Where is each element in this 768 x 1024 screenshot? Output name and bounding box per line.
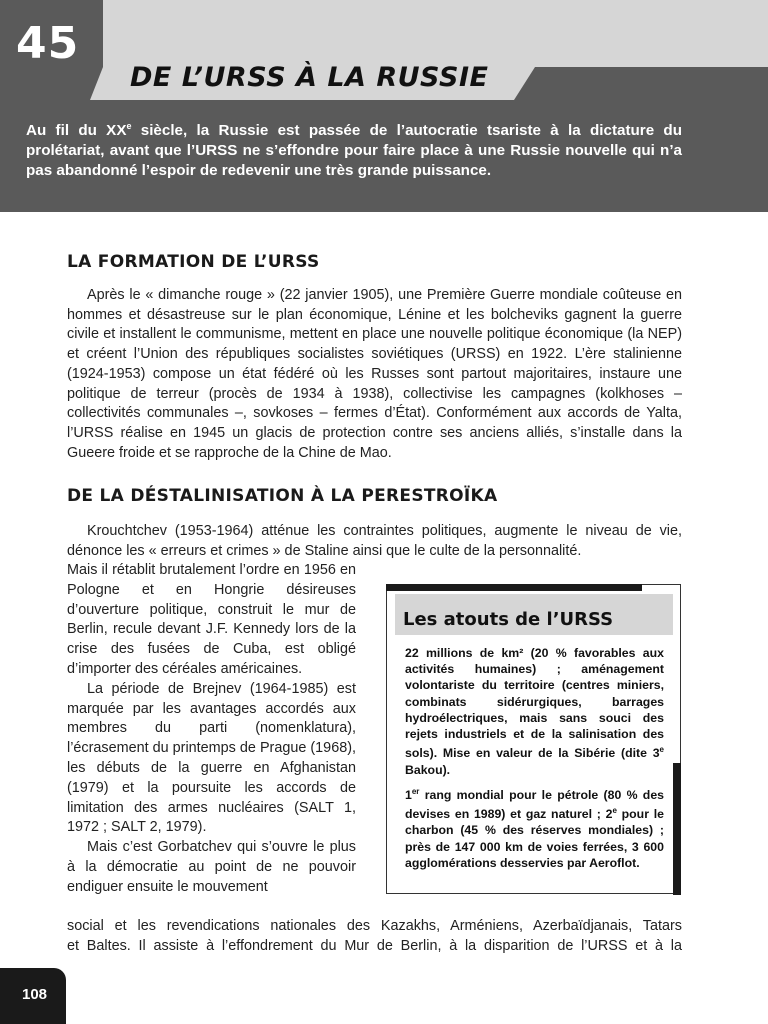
paragraph: Après le « dimanche rouge » (22 janvier 1905), une Première Guerre mondiale coûteuse en hommes et désastreuse sur le plan économique, Lénine et les bolcheviks gagnent la guerre civile et installent le communisme, mettent en place une nouvelle politique économique (la NEP) et créent l’Union des républiques socialistes soviétiques (URSS) en 1922. L’ère stalinienne (1924-1953) compose un état fédéré où les Russes sont partout majoritaires, instaure une politique de terreur (procès de 1934 à 1938), collectivise les campagnes (kolkhoses – collectivités communales –, sovkoses – fermes d’État). Conformément aux accords de Yalta, l’URSS réalise en 1945 un glacis de protection contre ses anciens alliés, s’installe dans la Gueere froide et se rapproche de la Chine de Mao. — [67, 287, 682, 461]
section-formation-body — [67, 286, 682, 463]
chapter-number: 45 — [16, 18, 80, 69]
box-text: Bakou). — [405, 762, 451, 777]
box-text: rang mondial pour le pétrole (80 % des devises en 1989) et gaz naturel ; 2 — [405, 787, 664, 822]
intro-text-start: Au fil du XX — [26, 122, 127, 140]
chapter-intro — [26, 116, 682, 181]
box-title: Les atouts de l’URSS — [403, 609, 614, 630]
intro-text-end: siècle, la Russie est passée de l’autocratie tsariste à la dictature du prolétariat, avant que l’URSS ne s’effondre pour faire place à une Russie nouvelle qui n’a pas abandonné l’espoir de redevenir une très grande puissance. — [26, 122, 682, 180]
paragraph: Mais il rétablit brutalement l’ordre en 1956 en Pologne et en Hongrie désireuses d’ouverture politique, construit le mur de Berlin, recule devant J.F. Kennedy lors de la crise des fusées de Cuba, est obligé d’importer des céréales américaines. — [67, 562, 356, 677]
box-superscript: er — [411, 786, 420, 796]
section-heading-destalinisation: DE LA DÉSTALINISATION À LA PERESTROÏKA — [67, 486, 498, 506]
page-number: 108 — [22, 986, 48, 1003]
chapter-number-block — [0, 0, 103, 100]
chapter-header — [0, 0, 768, 212]
box-text: 22 millions de km² (20 % favorables aux activités humaines) ; aménagement volontariste du territoire (centres miniers, combinats sidérurgiques, barrages hydroélectriques, mais sans souci des rejets industriels et de la salinisation des sols). Mise en valeur de la Sibérie (dite 3 — [405, 646, 664, 761]
text-column — [67, 561, 356, 898]
chapter-title: DE L’URSS À LA RUSSIE — [130, 62, 489, 93]
text-line: et Baltes. Il assiste à l’effondrement du Mur de Berlin, à la disparition de l’URSS et à la — [67, 937, 682, 954]
info-box — [386, 584, 681, 894]
box-text: pour le charbon (45 % des réserves mondiales) ; près de 147 000 km de voies ferrées, 3 600 agglomérations desservies par Aeroflot. — [405, 807, 664, 870]
box-paragraph — [405, 784, 664, 871]
box-paragraph — [405, 645, 664, 778]
paragraph: Krouchtchev (1953-1964) atténue les contraintes politiques, augmente le niveau de vie, dénonce les « erreurs et crimes » de Staline ainsi que le culte de la personnalité. — [67, 523, 682, 559]
text-line: social et les revendications nationales des Kazakhs, Arméniens, Azerbaïdjanais, Tatars — [67, 918, 682, 934]
section-heading-formation: LA FORMATION DE L’URSS — [67, 252, 320, 272]
continuation-text — [67, 917, 682, 956]
box-top-bar — [386, 584, 642, 591]
section-destalinisation-intro — [67, 522, 682, 561]
box-superscript: e — [659, 745, 664, 755]
box-text: 1 — [405, 787, 412, 802]
box-title-background — [395, 594, 673, 635]
intro-superscript: e — [126, 121, 132, 131]
box-right-bar — [673, 763, 681, 895]
paragraph: La période de Brejnev (1964-1985) est marquée par les avantages accordés aux membres du parti (nomenklatura), l’écrasement du printemps de Prague (1968), les débuts de la guerre en Afghanistan (1979) et la poursuite les accords de limitation des armes nucléaires (SALT 1, 1972 ; SALT 2, 1979). — [67, 680, 356, 836]
paragraph: Mais c’est Gorbatchev qui s’ouvre le plus à la démocratie au point de ne pouvoir endiguer ensuite le mouvement — [67, 839, 356, 895]
box-body — [405, 645, 664, 877]
box-superscript: e — [612, 806, 617, 816]
header-top-band — [0, 0, 768, 67]
